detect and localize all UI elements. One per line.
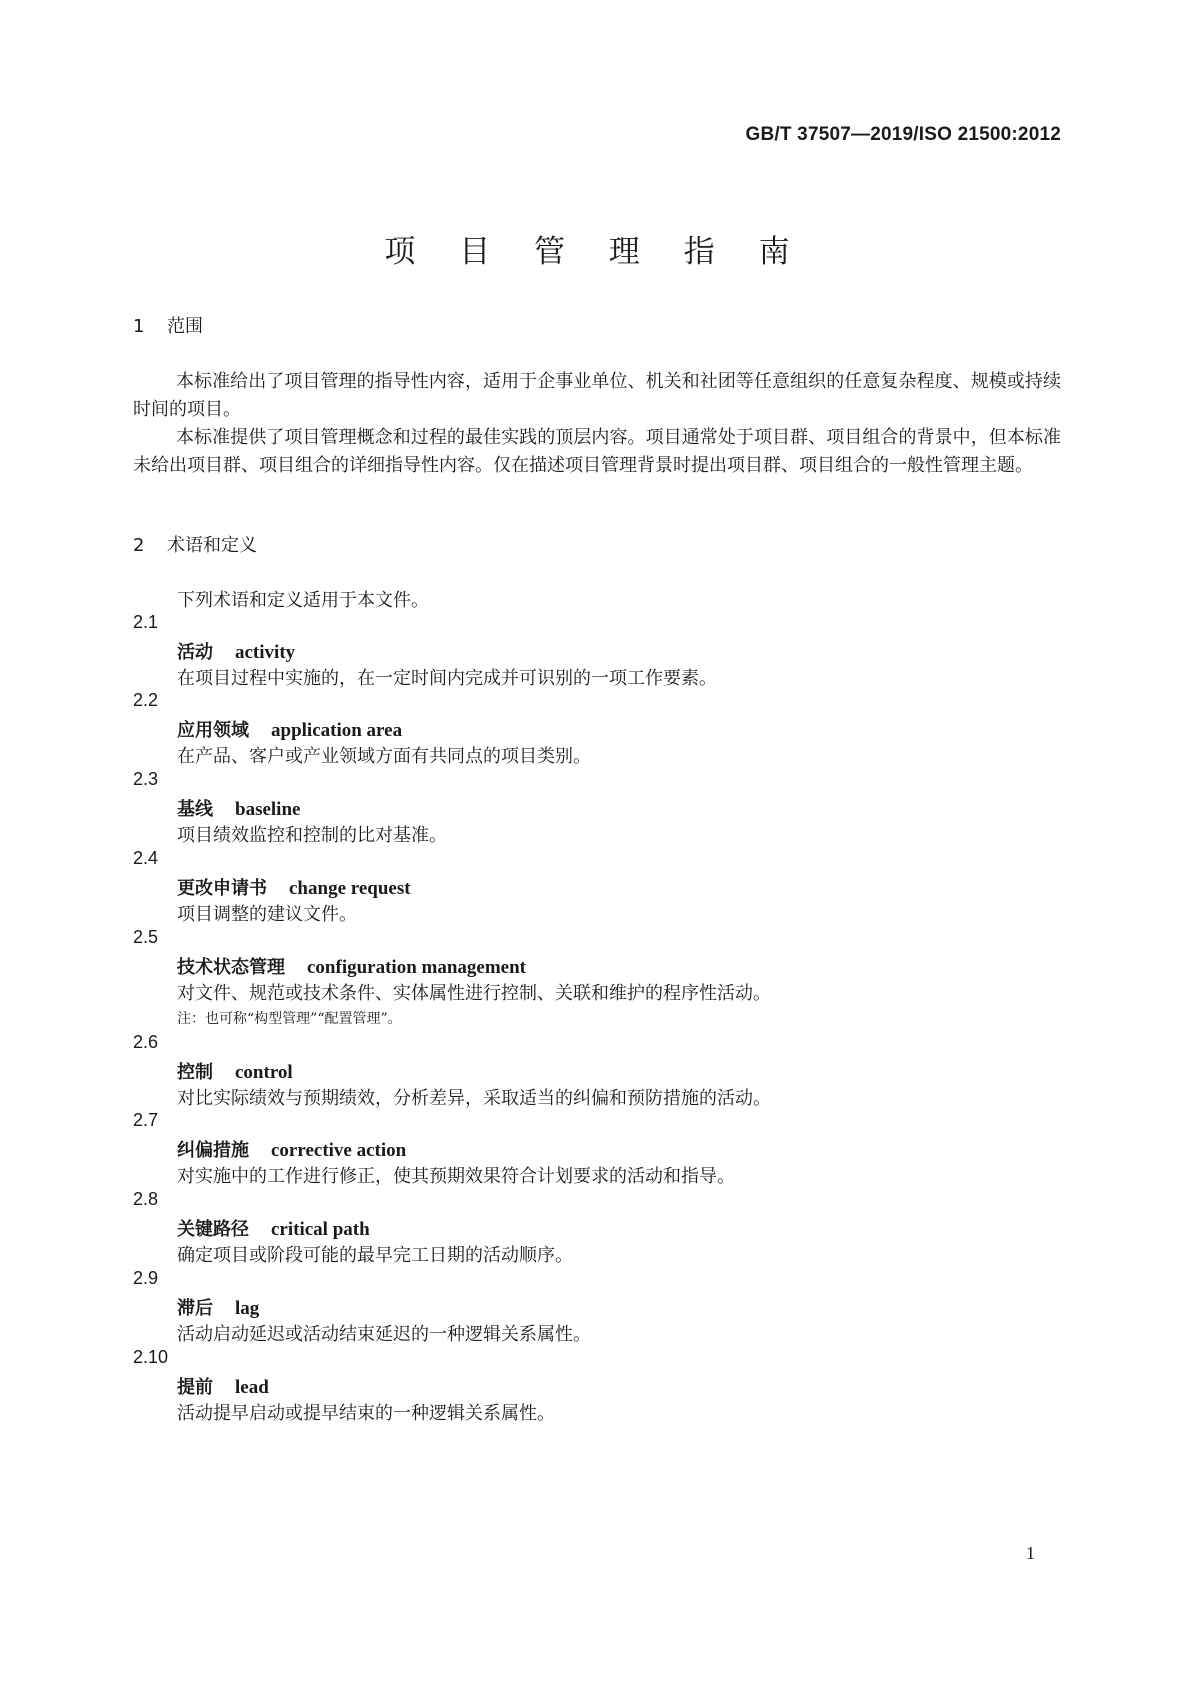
term-heading — [177, 638, 295, 664]
term-zh: 控制 — [177, 1062, 213, 1083]
term-heading — [177, 795, 300, 821]
term-number: 2.3 — [133, 769, 159, 789]
section-heading-terms — [133, 531, 257, 557]
term-number: 2.1 — [133, 612, 159, 632]
term-number: 2.9 — [133, 1268, 159, 1288]
term-en: lag — [235, 1298, 260, 1319]
term-number: 2.10 — [133, 1347, 169, 1367]
term-definition: 在项目过程中实施的，在一定时间内完成并可识别的一项工作要素。 — [177, 668, 717, 689]
term-en: lead — [235, 1377, 269, 1398]
section-title: 术语和定义 — [167, 535, 257, 556]
term-heading — [177, 716, 402, 742]
term-heading — [177, 1373, 269, 1399]
term-definition: 对文件、规范或技术条件、实体属性进行控制、关联和维护的程序性活动。 — [177, 983, 771, 1004]
term-definition: 在产品、客户或产业领域方面有共同点的项目类别。 — [177, 746, 591, 767]
term-en: control — [235, 1062, 293, 1083]
section-heading-scope — [133, 312, 203, 338]
term-zh: 更改申请书 — [177, 878, 267, 899]
term-zh: 纠偏措施 — [177, 1140, 249, 1161]
term-en: activity — [235, 642, 296, 663]
term-definition: 项目绩效监控和控制的比对基准。 — [177, 825, 447, 846]
term-heading — [177, 1058, 293, 1084]
term-zh: 技术状态管理 — [177, 957, 285, 978]
term-zh: 基线 — [177, 799, 213, 820]
term-en: configuration management — [307, 957, 527, 978]
term-en: application area — [271, 720, 403, 741]
term-number: 2.6 — [133, 1032, 159, 1052]
term-zh: 应用领域 — [177, 720, 249, 741]
terms-intro: 下列术语和定义适用于本文件。 — [177, 590, 429, 611]
document-title: 项 目 管 理 指 南 — [384, 234, 807, 270]
page-number: 1 — [1026, 1543, 1035, 1563]
term-en: critical path — [271, 1219, 370, 1240]
section-number: 2 — [133, 535, 145, 556]
term-zh: 提前 — [177, 1377, 213, 1398]
term-definition: 确定项目或阶段可能的最早完工日期的活动顺序。 — [177, 1245, 573, 1266]
term-note: 注：也可称“构型管理”“配置管理”。 — [177, 1011, 402, 1027]
scope-paragraph-2: 本标准提供了项目管理概念和过程的最佳实践的顶层内容。项目通常处于项目群、项目组合的背景中，但本标准未给出项目群、项目组合的详细指导性内容。仅在描述项目管理背景时提出项目群、项目组合的一般性管理主题。 — [133, 427, 1061, 476]
term-zh: 滞后 — [177, 1298, 213, 1319]
term-definition: 对实施中的工作进行修正，使其预期效果符合计划要求的活动和指导。 — [177, 1166, 735, 1187]
term-zh: 关键路径 — [177, 1219, 249, 1240]
scope-paragraph-1: 本标准给出了项目管理的指导性内容，适用于企事业单位、机关和社团等任意组织的任意复杂程度、规模或持续时间的项目。 — [133, 371, 1061, 420]
term-heading — [177, 953, 526, 979]
term-definition: 活动提早启动或提早结束的一种逻辑关系属性。 — [177, 1403, 555, 1424]
term-number: 2.8 — [133, 1189, 159, 1209]
term-number: 2.4 — [133, 848, 159, 868]
section-title: 范围 — [167, 316, 203, 337]
term-heading — [177, 874, 411, 900]
term-number: 2.2 — [133, 690, 159, 710]
term-number: 2.7 — [133, 1110, 159, 1130]
term-definition: 项目调整的建议文件。 — [177, 904, 357, 925]
term-number: 2.5 — [133, 927, 159, 947]
term-en: baseline — [235, 799, 301, 820]
term-definition: 活动启动延迟或活动结束延迟的一种逻辑关系属性。 — [177, 1324, 591, 1345]
term-definition: 对比实际绩效与预期绩效，分析差异，采取适当的纠偏和预防措施的活动。 — [177, 1088, 771, 1109]
term-heading — [177, 1215, 370, 1241]
term-zh: 活动 — [177, 642, 213, 663]
section-number: 1 — [133, 316, 145, 337]
term-heading — [177, 1136, 406, 1162]
term-en: change request — [289, 878, 411, 899]
term-heading — [177, 1294, 259, 1320]
term-en: corrective action — [271, 1140, 407, 1161]
standard-code: GB/T 37507—2019/ISO 21500:2012 — [745, 124, 1061, 145]
